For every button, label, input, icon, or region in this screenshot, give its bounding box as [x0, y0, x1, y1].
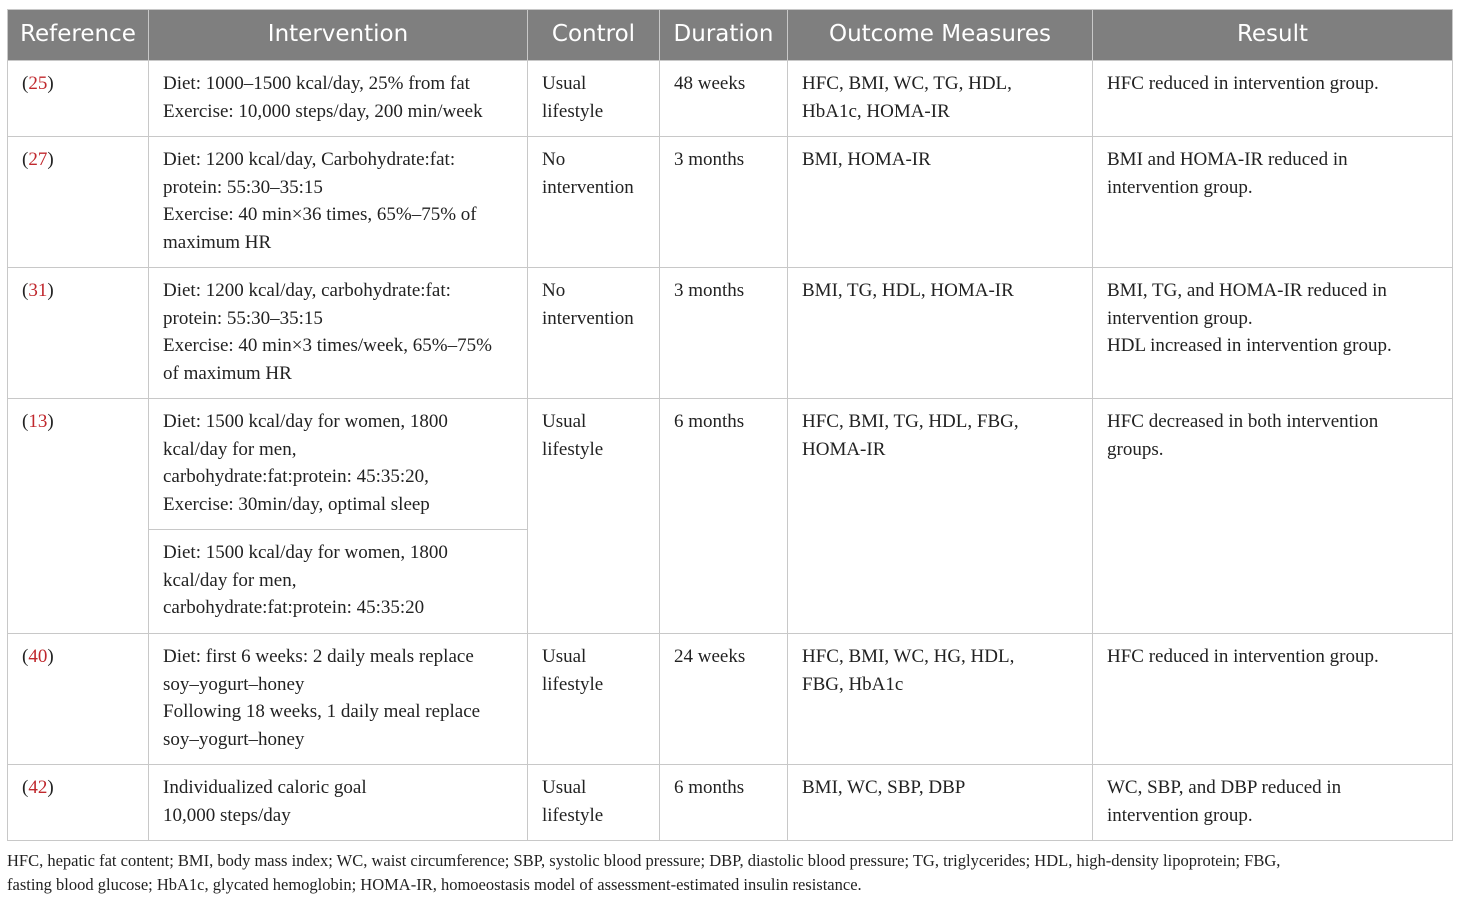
result-cell: HFC reduced in intervention group.	[1093, 634, 1453, 765]
intervention-cell: Diet: first 6 weeks: 2 daily meals replace soy–yogurt–honey Following 18 weeks, 1 daily meal replace soy–yogurt–honey	[149, 634, 528, 765]
table-row	[8, 137, 1453, 268]
control-cell: Usual lifestyle	[528, 634, 660, 765]
reference-cell: (42)	[8, 765, 149, 841]
header-duration: Duration	[660, 10, 788, 61]
table-footnote: HFC, hepatic fat content; BMI, body mass index; WC, waist circumference; SBP, systolic blood pressure; DBP, diastolic blood pressure; TG, triglycerides; HDL, high-density lipoprotein; FBG, fasting blood glucose; HbA1c, glycated hemoglobin; HOMA-IR, homoeostasis model of assessment-estimated insulin resistance.	[7, 851, 1281, 894]
outcomes-cell: HFC, BMI, WC, HG, HDL, FBG, HbA1c	[788, 634, 1093, 765]
outcomes-cell: BMI, HOMA-IR	[788, 137, 1093, 268]
duration-cell: 3 months	[660, 268, 788, 399]
control-cell: No intervention	[528, 268, 660, 399]
reference-cell: (27)	[8, 137, 149, 268]
outcomes-cell: HFC, BMI, TG, HDL, FBG, HOMA-IR	[788, 399, 1093, 634]
outcomes-cell: BMI, WC, SBP, DBP	[788, 765, 1093, 841]
intervention-cell: Diet: 1000–1500 kcal/day, 25% from fat Exercise: 10,000 steps/day, 200 min/week	[149, 61, 528, 137]
outcomes-cell: BMI, TG, HDL, HOMA-IR	[788, 268, 1093, 399]
header-reference: Reference	[8, 10, 149, 61]
reference-link[interactable]: 42	[28, 777, 48, 798]
outcomes-cell: HFC, BMI, WC, TG, HDL, HbA1c, HOMA-IR	[788, 61, 1093, 137]
intervention-cell: Diet: 1200 kcal/day, Carbohydrate:fat: protein: 55:30–35:15 Exercise: 40 min×36 times, 65%–75% of maximum HR	[149, 137, 528, 268]
control-cell: Usual lifestyle	[528, 399, 660, 634]
reference-cell: (25)	[8, 61, 149, 137]
control-cell: Usual lifestyle	[528, 61, 660, 137]
result-cell: HFC reduced in intervention group.	[1093, 61, 1453, 137]
table-row	[8, 399, 1453, 530]
header-intervention: Intervention	[149, 10, 528, 61]
reference-link[interactable]: 40	[28, 646, 48, 667]
reference-link[interactable]: 13	[28, 411, 48, 432]
reference-link[interactable]: 25	[28, 73, 48, 94]
header-result: Result	[1093, 10, 1453, 61]
reference-cell: (31)	[8, 268, 149, 399]
table-row	[8, 765, 1453, 841]
intervention-cell: Diet: 1500 kcal/day for women, 1800 kcal/day for men, carbohydrate:fat:protein: 45:35:20, Exercise: 30min/day, optimal sleep	[149, 399, 528, 530]
duration-cell: 24 weeks	[660, 634, 788, 765]
reference-cell: (13)	[8, 399, 149, 634]
control-cell: No intervention	[528, 137, 660, 268]
reference-cell: (40)	[8, 634, 149, 765]
table-row	[8, 634, 1453, 765]
intervention-cell: Individualized caloric goal 10,000 steps/day	[149, 765, 528, 841]
control-cell: Usual lifestyle	[528, 765, 660, 841]
result-cell: HFC decreased in both intervention groups.	[1093, 399, 1453, 634]
reference-link[interactable]: 27	[28, 149, 48, 170]
result-cell: BMI and HOMA-IR reduced in intervention group.	[1093, 137, 1453, 268]
intervention-cell: Diet: 1500 kcal/day for women, 1800 kcal/day for men, carbohydrate:fat:protein: 45:35:20	[149, 530, 528, 634]
header-row	[8, 10, 1453, 61]
results-table	[7, 9, 1453, 841]
table-row	[8, 268, 1453, 399]
header-outcome-measures: Outcome Measures	[788, 10, 1093, 61]
header-control: Control	[528, 10, 660, 61]
duration-cell: 48 weeks	[660, 61, 788, 137]
duration-cell: 3 months	[660, 137, 788, 268]
intervention-cell: Diet: 1200 kcal/day, carbohydrate:fat: protein: 55:30–35:15 Exercise: 40 min×3 times/week, 65%–75% of maximum HR	[149, 268, 528, 399]
result-cell: WC, SBP, and DBP reduced in intervention group.	[1093, 765, 1453, 841]
duration-cell: 6 months	[660, 765, 788, 841]
duration-cell: 6 months	[660, 399, 788, 634]
result-cell: BMI, TG, and HOMA-IR reduced in intervention group. HDL increased in intervention group.	[1093, 268, 1453, 399]
reference-link[interactable]: 31	[28, 280, 48, 301]
table-row	[8, 61, 1453, 137]
